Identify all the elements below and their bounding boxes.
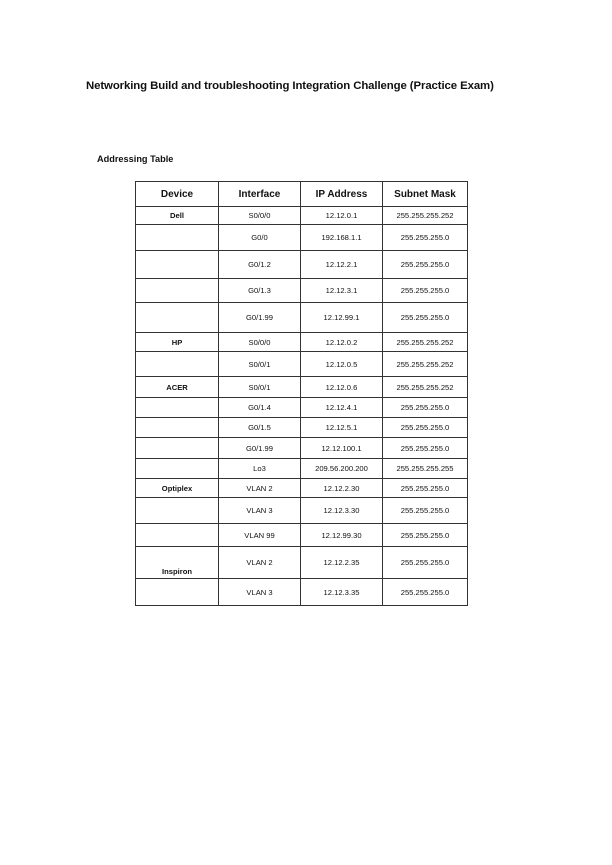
- interface-cell: VLAN 2: [219, 479, 301, 498]
- ip-address-cell: 12.12.0.5: [301, 352, 383, 377]
- interface-cell: G0/1.2: [219, 251, 301, 279]
- device-cell: HP: [136, 333, 219, 352]
- table-row: [136, 333, 468, 352]
- ip-address-cell: 12.12.0.2: [301, 333, 383, 352]
- addressing-table: [135, 181, 468, 606]
- table-row: [136, 279, 468, 303]
- ip-address-cell: 12.12.5.1: [301, 418, 383, 438]
- table-row: [136, 251, 468, 279]
- table-row: [136, 498, 468, 524]
- table-row: [136, 398, 468, 418]
- interface-cell: S0/0/0: [219, 207, 301, 225]
- interface-cell: S0/0/0: [219, 333, 301, 352]
- subnet-mask-cell: 255.255.255.0: [383, 279, 468, 303]
- ip-address-cell: 12.12.0.6: [301, 377, 383, 398]
- device-cell: [136, 279, 219, 303]
- device-cell: Dell: [136, 207, 219, 225]
- ip-address-cell: 12.12.100.1: [301, 438, 383, 459]
- subnet-mask-cell: 255.255.255.0: [383, 498, 468, 524]
- subnet-mask-cell: 255.255.255.0: [383, 579, 468, 606]
- column-header-subnet-mask: Subnet Mask: [383, 182, 468, 207]
- table-row: [136, 579, 468, 606]
- table-row: [136, 524, 468, 547]
- table-row: [136, 207, 468, 225]
- interface-cell: G0/1.5: [219, 418, 301, 438]
- document-title: Networking Build and troubleshooting Integration Challenge (Practice Exam): [86, 80, 494, 92]
- subnet-mask-cell: 255.255.255.0: [383, 524, 468, 547]
- interface-cell: G0/1.99: [219, 303, 301, 333]
- interface-cell: Lo3: [219, 459, 301, 479]
- device-cell: [136, 524, 219, 547]
- device-cell: [136, 398, 219, 418]
- ip-address-cell: 12.12.0.1: [301, 207, 383, 225]
- device-cell: [136, 498, 219, 524]
- ip-address-cell: 209.56.200.200: [301, 459, 383, 479]
- interface-cell: S0/0/1: [219, 352, 301, 377]
- device-cell: [136, 225, 219, 251]
- subnet-mask-cell: 255.255.255.0: [383, 438, 468, 459]
- interface-cell: VLAN 3: [219, 579, 301, 606]
- subnet-mask-cell: 255.255.255.252: [383, 352, 468, 377]
- ip-address-cell: 12.12.2.1: [301, 251, 383, 279]
- device-cell: [136, 303, 219, 333]
- interface-cell: VLAN 3: [219, 498, 301, 524]
- interface-cell: VLAN 2: [219, 547, 301, 579]
- subnet-mask-cell: 255.255.255.255: [383, 459, 468, 479]
- subnet-mask-cell: 255.255.255.252: [383, 333, 468, 352]
- device-cell: Inspiron: [136, 547, 219, 579]
- ip-address-cell: 12.12.4.1: [301, 398, 383, 418]
- table-row: [136, 377, 468, 398]
- subnet-mask-cell: 255.255.255.252: [383, 377, 468, 398]
- subnet-mask-cell: 255.255.255.0: [383, 225, 468, 251]
- device-cell: [136, 459, 219, 479]
- table-row: [136, 459, 468, 479]
- column-header-interface: Interface: [219, 182, 301, 207]
- device-cell: [136, 579, 219, 606]
- ip-address-cell: 12.12.99.30: [301, 524, 383, 547]
- interface-cell: VLAN 99: [219, 524, 301, 547]
- device-cell: Optiplex: [136, 479, 219, 498]
- subnet-mask-cell: 255.255.255.0: [383, 479, 468, 498]
- interface-cell: S0/0/1: [219, 377, 301, 398]
- ip-address-cell: 12.12.3.30: [301, 498, 383, 524]
- subnet-mask-cell: 255.255.255.0: [383, 547, 468, 579]
- column-header-ip-address: IP Address: [301, 182, 383, 207]
- device-cell: [136, 418, 219, 438]
- subnet-mask-cell: 255.255.255.0: [383, 418, 468, 438]
- device-cell: [136, 352, 219, 377]
- table-row: [136, 547, 468, 579]
- ip-address-cell: 192.168.1.1: [301, 225, 383, 251]
- interface-cell: G0/0: [219, 225, 301, 251]
- interface-cell: G0/1.99: [219, 438, 301, 459]
- device-cell: [136, 251, 219, 279]
- table-row: [136, 479, 468, 498]
- ip-address-cell: 12.12.2.35: [301, 547, 383, 579]
- column-header-device: Device: [136, 182, 219, 207]
- device-cell: [136, 438, 219, 459]
- table-row: [136, 438, 468, 459]
- interface-cell: G0/1.3: [219, 279, 301, 303]
- table-row: [136, 352, 468, 377]
- ip-address-cell: 12.12.3.1: [301, 279, 383, 303]
- table-row: [136, 303, 468, 333]
- addressing-table-heading: Addressing Table: [97, 154, 174, 164]
- ip-address-cell: 12.12.3.35: [301, 579, 383, 606]
- subnet-mask-cell: 255.255.255.252: [383, 207, 468, 225]
- table-row: [136, 418, 468, 438]
- ip-address-cell: 12.12.99.1: [301, 303, 383, 333]
- subnet-mask-cell: 255.255.255.0: [383, 398, 468, 418]
- ip-address-cell: 12.12.2.30: [301, 479, 383, 498]
- table-header-row: [136, 182, 468, 207]
- subnet-mask-cell: 255.255.255.0: [383, 303, 468, 333]
- subnet-mask-cell: 255.255.255.0: [383, 251, 468, 279]
- interface-cell: G0/1.4: [219, 398, 301, 418]
- table-row: [136, 225, 468, 251]
- device-cell: ACER: [136, 377, 219, 398]
